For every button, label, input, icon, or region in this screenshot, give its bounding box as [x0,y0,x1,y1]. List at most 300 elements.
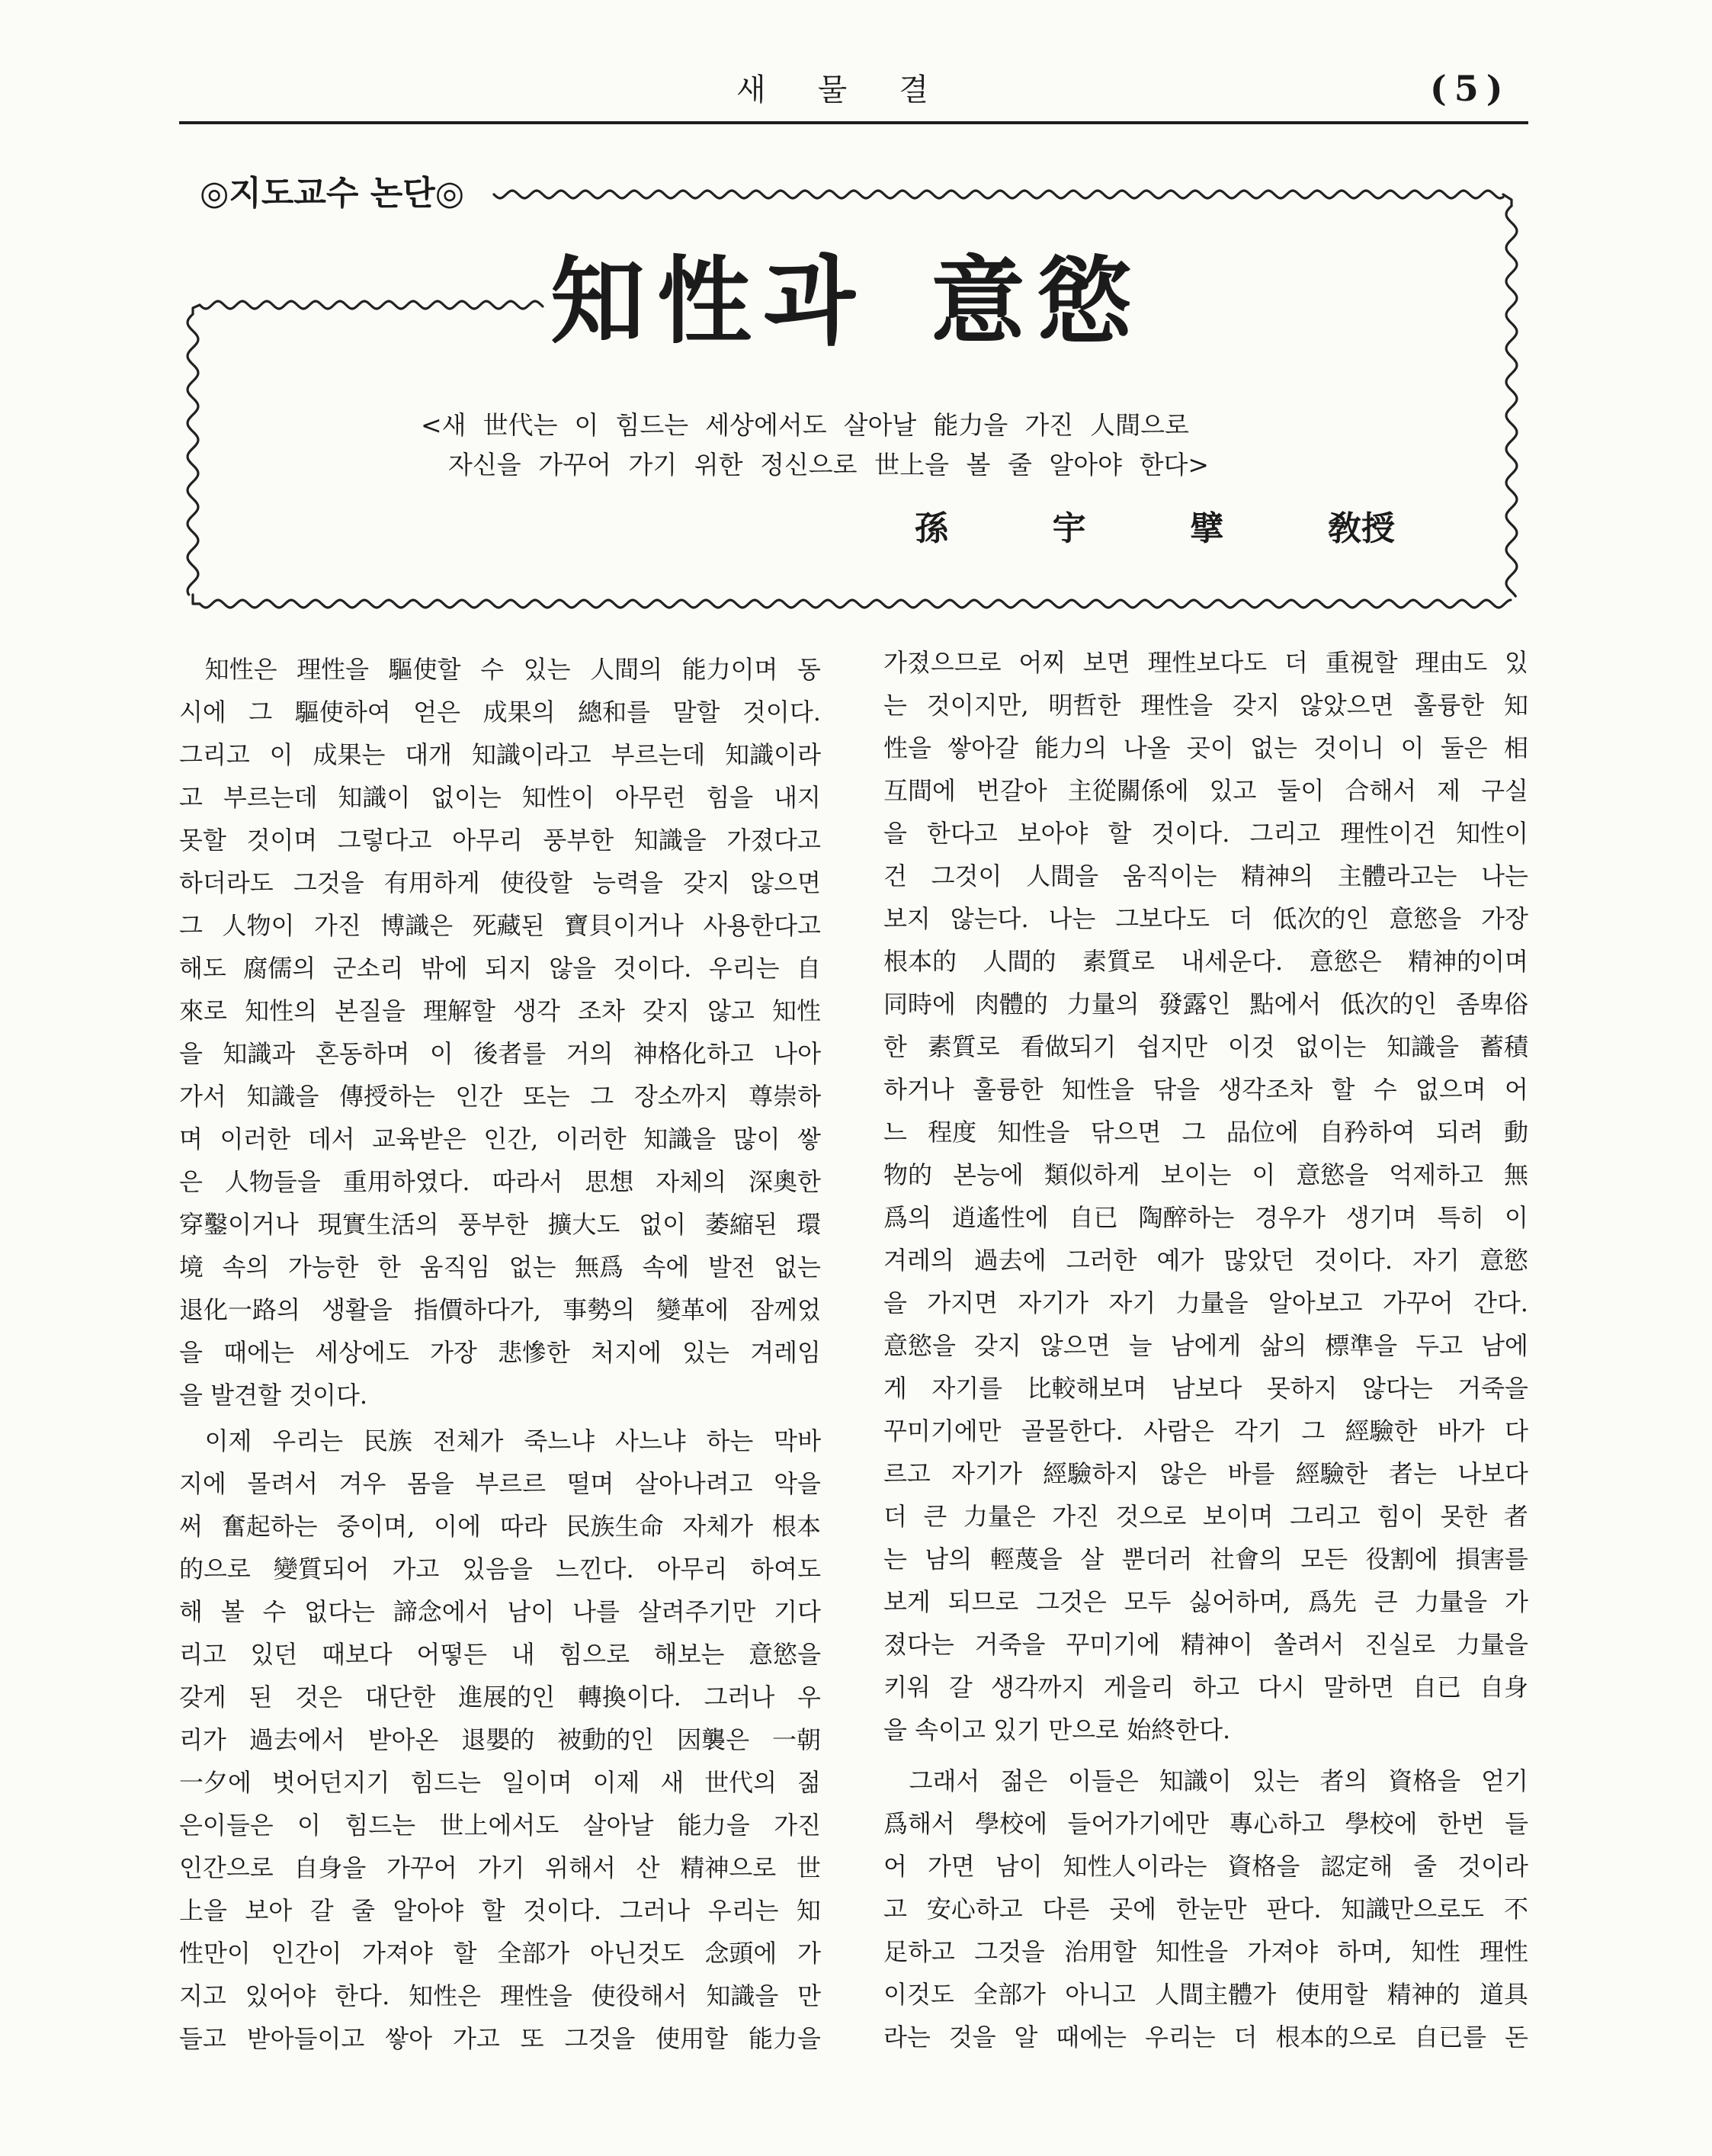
article-title: 知性과 意慾 [550,246,1144,357]
word: 知 [1503,691,1528,720]
word: 있어야 [245,1981,316,2010]
word: 시에 [179,698,226,727]
word: 보면 [1082,648,1130,677]
word: 것이다. [1314,1246,1393,1275]
text-line [883,812,1528,855]
word: 느낀다. [555,1554,634,1583]
word: 過去에서 [248,1725,345,1754]
word: 않다는 [1362,1374,1433,1403]
word: 줄 [1007,450,1032,480]
word: 처지에 [591,1338,662,1367]
word: 은 [179,1167,203,1196]
word: 할 [453,1939,477,1968]
word: 自 [796,954,821,983]
word: 대단한 [364,1683,436,1712]
wavy-border-corner [193,595,200,604]
word: 이제 [592,1768,640,1797]
word: 물 [817,72,848,107]
word: 싫어하며, [1188,1587,1291,1616]
word: 宇 [1052,509,1086,548]
word: 속에 [642,1253,690,1282]
word: 過去에 [973,1246,1047,1275]
word: 없으며 [1415,1075,1486,1104]
word: 知性을 [1062,1075,1135,1104]
word: 力量을 [1415,1587,1488,1616]
word: 자체가 [682,1512,754,1541]
word: 경우가 [1255,1203,1326,1232]
word: 않을 [549,954,597,983]
word: 그보다도 [1115,904,1210,933]
word: 내세운다. [1181,947,1284,976]
word: 知識이 [1159,1766,1232,1795]
word: 退嬰的 [461,1725,535,1754]
word: 奮起하는 [221,1512,318,1541]
text-line [883,940,1528,983]
text-line [179,1804,821,1846]
word: 세상에서도 [705,410,827,440]
word: 벗어던지기 [271,1768,390,1797]
text-line [883,1580,1528,1623]
word: 하며, [1337,1937,1393,1966]
word: 을 [179,1338,203,1367]
text-line [179,1118,821,1160]
word: 둘은 [1440,733,1488,762]
word: 되므로 [947,1587,1019,1616]
word: 後者를 [473,1039,547,1068]
word: 程度 [928,1118,977,1147]
word: 한 [377,1253,401,1282]
wavy-border-title-row [200,301,543,309]
word: 成果의 [483,698,556,727]
word: 그것을 [293,868,364,897]
word: 그것을 [564,2024,636,2053]
word: 생각까지 [990,1673,1085,1702]
word: 無 [1503,1160,1528,1189]
word: 나를 [572,1597,620,1626]
word: 能力이며 [681,655,778,684]
word: 者 [1503,1502,1528,1531]
word: 알아야 [1049,450,1123,480]
word: 몸을 [407,1469,454,1498]
word: 能力을 [677,1811,750,1840]
word: 知識을 [1387,1032,1460,1061]
word: 自已 [1069,1203,1118,1232]
word: 때에는 [223,1338,294,1367]
word: 을 [179,1381,203,1410]
word: 素質로 [1082,947,1155,976]
word: 큰 [1374,1587,1398,1616]
word: 보지 [883,904,931,933]
word: 理性보다도 [1147,648,1268,677]
word: 知識이라고 [471,740,592,769]
word: 擴大도 [547,1210,620,1239]
word: 풍부한 [457,1210,529,1239]
word: 精神으로 [680,1853,777,1882]
text-line [179,1288,821,1331]
word: 부르는데 [611,740,706,769]
word: 知識을 [246,1082,319,1111]
text-line [883,1111,1528,1153]
word: 知性은 [204,655,277,684]
word: 있기 [993,1715,1040,1744]
word: 境 [179,1253,204,1282]
word: 人間主體가 [1155,1980,1277,2009]
word: 가진 [1052,1502,1100,1531]
word: 素質로 [927,1032,1000,1061]
word: 穿鑿이거나 [179,1210,299,1239]
word: 나올 [1123,733,1171,762]
word: 할 [1108,819,1132,848]
word: 특히 [1437,1203,1485,1232]
word: 爲先 [1307,1587,1357,1616]
word: 이 [429,1039,454,1068]
word: 쌓아갈 [947,733,1019,762]
word: 知性은 [409,1981,482,2010]
word: 孫 [915,509,948,548]
word: 인간, [483,1125,539,1153]
text-line [883,855,1528,897]
word: 말하면 [1323,1673,1394,1702]
word: 나아 [774,1039,821,1068]
word: 死藏된 [472,911,545,940]
word: 看做되기 [1020,1032,1117,1061]
word: 道具 [1479,1980,1528,2009]
word: 低次的인 [1340,990,1438,1019]
word: 가진 [774,1811,821,1840]
article-subtitle-line [421,407,1189,444]
word: 거의 [566,1039,614,1068]
word: 知性의 [245,996,317,1025]
word: 있 [1504,648,1528,677]
word: 을 [883,1288,907,1317]
word: 살 [1080,1545,1104,1574]
word: 쏠려서 [1273,1630,1345,1659]
word: 남이 [507,1597,555,1626]
wavy-border-bottom [200,600,1511,608]
word: 거죽을 [974,1630,1046,1659]
word: 가꾸어 [538,450,611,480]
word: 가져야 [362,1939,433,1968]
text-line [883,1623,1528,1666]
word: 明哲한 [1048,691,1121,720]
word: 해 [179,1597,203,1626]
word: 수 [480,655,505,684]
word: 아닌것도 [589,1939,684,1968]
word: 때보다 [321,1640,393,1669]
word: 각기 [1234,1416,1281,1445]
word: 가꾸어 [1382,1288,1454,1317]
word: 제 [1437,776,1461,805]
word: 얻기 [1481,1766,1528,1795]
publication-title [736,67,928,113]
word: 能力을 [748,2024,821,2053]
word: 가 [1504,1587,1528,1616]
wavy-border-corner [193,305,200,314]
text-line [883,1282,1528,1324]
word: 자기가 [951,1459,1022,1488]
word: 認定해 [1320,1852,1393,1881]
word: 자기 [1108,1288,1156,1317]
word: 被動的인 [557,1725,655,1754]
word: 合해서 [1345,776,1417,805]
word: 우 [797,1683,821,1712]
word: 힘드는 [410,1768,482,1797]
text-line [883,641,1528,684]
word: 번갈아 [976,776,1047,805]
word: 큰 [923,1502,947,1531]
word: 움직임 [419,1253,491,1282]
word: 고 [179,783,203,812]
word: 知性을 [1156,1937,1229,1966]
word: 우리는 [707,1896,779,1925]
word: 예가 [1156,1246,1204,1275]
word: 一夕에 [179,1768,252,1797]
word: 腐儒의 [243,954,316,983]
word: 하거나 [883,1075,954,1104]
word: 意慾을 [749,1640,821,1669]
word: 知識을 [643,1125,717,1153]
word: 傳授하는 [338,1082,435,1111]
word: 한 [883,1032,907,1061]
word: 나보다 [1457,1459,1528,1488]
word: 게 [883,1374,907,1403]
wavy-border-top [494,191,1503,198]
word: 없는 [508,1253,556,1282]
word: 그리고 [179,740,250,769]
word: 이 [574,410,599,440]
word: 들 [1505,1809,1528,1838]
word: 더 [883,1502,907,1531]
word: 교육받은 [372,1125,466,1153]
word: 하여도 [750,1554,821,1583]
word: 知識이라 [725,740,821,769]
word: 막바 [774,1426,821,1455]
word: 가면 [927,1852,975,1881]
word: 없이는 [431,783,502,812]
word: 이 [1400,733,1425,762]
paragraph [883,641,1528,1751]
word: 人間的 [983,947,1056,976]
text-line [179,1932,821,1975]
word: 學校에 [975,1809,1048,1838]
word: 逍遙性에 [951,1203,1049,1232]
word: 治用할 [1064,1937,1137,1966]
word: 바가 [1437,1416,1485,1445]
word: 그렇다고 [337,826,432,855]
word: 못한 [1440,1502,1488,1531]
word: 보게 [883,1587,931,1616]
word: 보아 [245,1896,293,1925]
word: 군소리 [332,954,404,983]
word: 가졌으므로 [883,648,1002,677]
word: 또는 [522,1082,570,1111]
word: 살아날 [582,1811,654,1840]
word: 因襲은 [677,1725,750,1754]
word: 肉體的 [974,990,1048,1019]
text-line [883,1973,1528,2016]
text-line [179,2017,821,2060]
text-line [179,1075,821,1118]
word: 그것을 [974,1937,1045,1966]
paragraph [179,1420,821,2060]
word: 知性을 [997,1118,1070,1147]
word: 갖지 [683,868,730,897]
word: 變質되어 [273,1554,370,1583]
word: 것이니 [1313,733,1385,762]
word: 두고 [1415,1331,1464,1360]
word: 갈 [309,1896,334,1925]
text-line [883,1845,1528,1888]
word: 겨레임 [750,1338,821,1367]
word: 한다> [1139,450,1209,480]
word: 곳이 [1186,733,1234,762]
word: 나는 [1481,861,1528,890]
word: 해도 [179,954,226,983]
word: 博識은 [380,911,454,940]
text-line [179,1462,821,1505]
word: 본질을 [335,996,406,1025]
word: 發露인 [1158,990,1231,1019]
word: 그러한 [1066,1246,1137,1275]
word: 어 [1505,1075,1528,1104]
word: 이것도 [883,1980,954,2009]
word: 꾸미기에 [1066,1630,1160,1659]
word: 못하지 [1266,1374,1338,1403]
word: 않고 [707,996,755,1025]
wavy-border-right [1506,206,1517,596]
word: 自身 [1479,1673,1528,1702]
word: 내 [511,1640,535,1669]
word: 위해서 [545,1853,616,1882]
word: 자기 [1412,1246,1460,1275]
word: 이들은 [1068,1766,1139,1795]
word: 갖지 [973,1331,1021,1360]
word: 을 [179,1039,203,1068]
word: 않는다. [950,904,1029,933]
word: 그 [1181,1118,1206,1147]
word: 수 [262,1597,287,1626]
word: 根本的 [883,947,957,976]
word: 할 [481,1896,505,1925]
word: 精神的 [1387,1980,1460,2009]
word: 있는 [523,655,571,684]
text-line [179,1633,821,1676]
word: 생기며 [1345,1203,1417,1232]
article-subtitle-line [448,447,1209,483]
text-line [179,776,821,819]
word: 남의 [925,1545,973,1574]
word: 全部가 [497,1939,570,1968]
word: 남보다 [1171,1374,1242,1403]
text-line [883,1538,1528,1580]
word: 自已를 [1414,2023,1487,2052]
text-line [179,733,821,776]
word: 低次的인 [1272,904,1370,933]
word: 있고 [1209,776,1257,805]
word: 全部가 [973,1980,1046,2009]
word: 知識과 [223,1039,296,1068]
word: 爲의 [883,1203,931,1232]
text-line [179,819,821,861]
word: 돈 [1505,2023,1528,2052]
word: 가진 [1024,410,1074,440]
word: 安心하고 [926,1895,1023,1923]
text-line [883,983,1528,1025]
word: 살아나려고 [635,1469,753,1498]
word: 죽느냐 [524,1426,595,1455]
word: 使役해서 [591,1981,688,2010]
word: 인간으로 [179,1853,274,1882]
word: 意慾을 [883,1331,956,1360]
word: 수 [1373,1075,1397,1104]
word: 좀卑俗 [1456,990,1528,1019]
word: 知性 [771,996,821,1025]
word: 하는 [706,1426,754,1455]
word: 닦으면 [1090,1118,1162,1147]
word: 힘으로 [559,1640,630,1669]
word: 속의 [222,1253,270,1282]
word: 力量의 [1066,990,1140,1019]
word: 來로 [179,996,227,1025]
word: 理解할 [423,996,495,1025]
word: 悲慘한 [498,1338,570,1367]
word: 根本 [771,1512,821,1541]
word: 한다고 [926,819,998,848]
text-line [179,1505,821,1548]
word: 많았던 [1223,1246,1295,1275]
word: 갖지 [1233,691,1280,720]
word: 자기가 [1018,1288,1089,1317]
word: 諦念에서 [393,1597,489,1626]
word: 理性을 [297,655,370,684]
word: 삶의 [1259,1331,1307,1360]
word: 보이며 [1202,1502,1274,1531]
word: 키워 [883,1673,931,1702]
text-line [179,1203,821,1246]
word: 이 [1505,1203,1528,1232]
word: 없는 [774,1253,821,1282]
word: 닦을 [1153,1075,1201,1104]
word: 이러한 [555,1125,627,1153]
word: 있는 [1252,1766,1300,1795]
word: 힘드는 [345,1811,416,1840]
word: 밖에 [420,954,468,983]
word: 것을 [948,2023,996,2052]
word: 뿐더러 [1121,1545,1193,1574]
word: 나는 [1048,904,1096,933]
text-line [883,1410,1528,1452]
word: 同時에 [883,990,956,1019]
word: 變革에 [656,1295,729,1324]
text-line [883,1452,1528,1495]
word: 知識이 [338,783,411,812]
word: 되려 [1435,1118,1483,1147]
word: 것이지만, [926,691,1029,720]
word: 精神의 [1241,861,1313,890]
word: 부르는데 [223,783,318,812]
word: 조차 [578,996,625,1025]
word: 理性 [1479,1937,1528,1966]
word: 學校에 [1345,1809,1418,1838]
paragraph [883,1760,1528,2058]
text-line [883,1666,1528,1708]
word: 살려주기만 [637,1597,756,1626]
word: 그것은 [1036,1587,1107,1616]
word: 만 [797,1981,821,2010]
word: 互間에 [883,776,956,805]
word: 使用할 [1295,1980,1368,2009]
word: 리고 [179,1640,226,1669]
